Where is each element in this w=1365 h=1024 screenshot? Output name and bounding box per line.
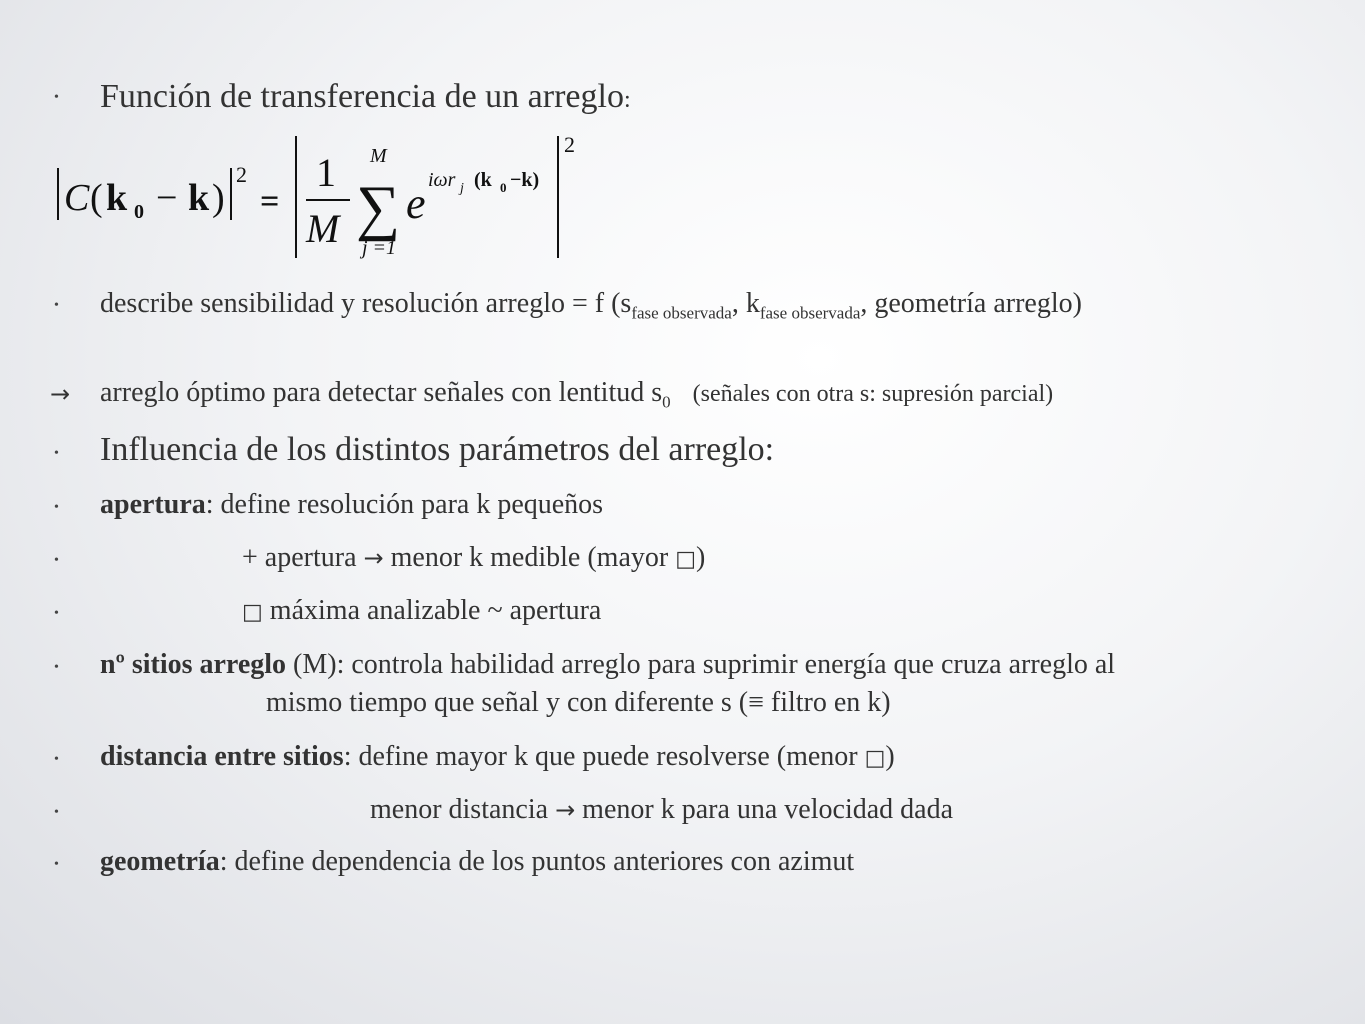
sitios-text: (M): controla habilidad arreglo para suprimir energía que cruza arreglo al [286, 649, 1116, 680]
transfer-function-formula [48, 128, 608, 268]
apertura-sub2-line [242, 595, 601, 627]
bullet-icon: • [54, 446, 59, 461]
apertura-bold: apertura [100, 489, 206, 520]
formula-sum-symbol: ∑ [356, 174, 401, 242]
formula-equals: = [260, 183, 280, 220]
missing-glyph-icon: □ [864, 746, 886, 771]
sitios-bold: nº sitios arreglo [100, 649, 287, 680]
formula-exponent-sub: j [460, 181, 464, 196]
sitios-line-2: mismo tiempo que señal y con diferente s (≡ filtro en k) [266, 687, 891, 718]
distancia-bold: distancia entre sitios [100, 741, 344, 772]
apertura-sub1-end: ) [696, 542, 706, 573]
bullet-icon: • [54, 90, 59, 105]
bullet-icon: • [54, 805, 59, 820]
distancia-line [100, 741, 895, 773]
distancia-sub: menor distancia [370, 794, 549, 825]
geometria-text: : define dependencia de los puntos anteriores con azimut [219, 846, 855, 877]
optimo-note: (señales con otra s: supresión parcial) [692, 381, 1054, 407]
formula-base-e: e [406, 179, 426, 228]
describe-prefix: describe sensibilidad y resolución arreglo = f (s [100, 288, 632, 319]
apertura-line [100, 489, 603, 521]
formula-exponent-rest: −k) [510, 169, 540, 191]
title-text: Función de transferencia de un arreglo [100, 78, 624, 115]
distancia-sub-rest: menor k para una velocidad dada [582, 794, 954, 825]
geometria-line [100, 846, 854, 878]
arrow-icon: → [363, 544, 384, 572]
formula-sum-lower: j =1 [362, 237, 397, 259]
apertura-sub1-rest: menor k medible (mayor [390, 542, 676, 573]
describe-suffix: , geometría arreglo) [860, 288, 1082, 319]
formula-frac-den: M [306, 206, 340, 251]
formula-exponent-paren: (k [474, 169, 492, 191]
formula-exponent-k0-sub: 0 [500, 180, 507, 195]
bullet-icon: • [54, 500, 59, 515]
bullet-icon: • [54, 857, 59, 872]
formula-frac-num: 1 [316, 150, 336, 195]
arrow-icon: → [50, 380, 71, 408]
bullet-icon: • [54, 298, 59, 313]
formula-lhs-close: ) [212, 177, 225, 219]
distancia-end: ) [885, 741, 895, 772]
optimo-sub: 0 [662, 392, 671, 412]
arrow-icon: → [555, 796, 576, 824]
formula-rhs-exp: 2 [564, 132, 575, 157]
distancia-sub-line [370, 794, 953, 826]
bullet-icon: • [54, 606, 59, 621]
optimo-line [100, 377, 1053, 413]
formula-exponent: iωr [428, 169, 456, 191]
bullet-icon: • [54, 660, 59, 675]
bullet-icon: • [54, 752, 59, 767]
formula-k0: k [106, 177, 128, 219]
influencia-heading: Influencia de los distintos parámetros del arreglo: [100, 431, 775, 468]
apertura-sub1-line [242, 542, 705, 574]
optimo-text: arreglo óptimo para detectar señales con lentitud s [100, 377, 663, 408]
formula-minus: − [156, 177, 178, 219]
formula-lhs-exp: 2 [236, 162, 247, 187]
describe-mid: , k [731, 288, 760, 319]
missing-glyph-icon: □ [242, 600, 263, 625]
describe-line [100, 288, 1082, 324]
geometria-bold: geometría [100, 846, 220, 877]
formula-k0-sub: 0 [134, 201, 144, 223]
missing-glyph-icon: □ [675, 547, 697, 572]
describe-sub2: fase observada [759, 303, 861, 323]
formula-k: k [188, 177, 210, 219]
bullet-icon: • [54, 553, 59, 568]
describe-sub1: fase observada [631, 303, 732, 323]
title-colon: : [623, 87, 631, 113]
formula-lhs-open: ( [90, 177, 103, 219]
formula-lhs-func: C [64, 177, 90, 219]
title-line [100, 78, 631, 116]
formula-sum-upper: M [370, 145, 387, 167]
sitios-line [100, 649, 1115, 681]
apertura-sub1: + apertura [242, 542, 357, 573]
distancia-text: : define mayor k que puede resolverse (menor [343, 741, 865, 772]
apertura-sub2: máxima analizable ~ apertura [262, 595, 602, 626]
apertura-text: : define resolución para k pequeños [205, 489, 604, 520]
